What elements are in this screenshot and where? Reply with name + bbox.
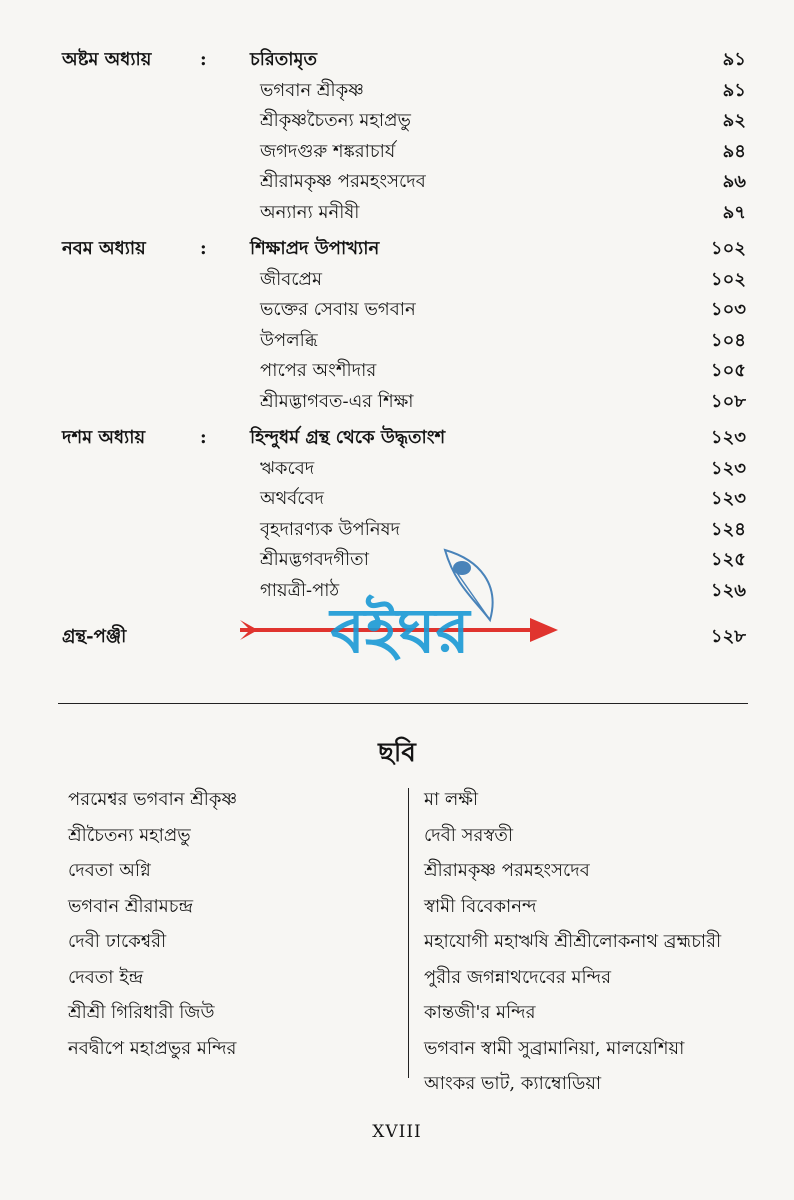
watermark-logo [240,540,560,680]
page-number: ৯২ [722,110,746,131]
list-item[interactable]: শ্রীচৈতন্য মহাপ্রভু [68,824,191,846]
pictures-list [60,782,750,1094]
chapter-title: হিন্দুধর্ম গ্রন্থ থেকে উদ্ধৃতাংশ [250,427,446,448]
toc-entry[interactable] [60,484,750,515]
column-divider [408,788,409,1078]
chapter-label: অষ্টম অধ্যায় [62,49,152,70]
toc-entry[interactable] [60,295,750,326]
page-number: ৯১ [722,49,746,70]
entry-title: ভক্তের সেবায় ভগবান [260,299,416,320]
entry-title: অথর্ববেদ [260,488,324,509]
chapter-colon: : [200,49,207,70]
list-item[interactable]: পুরীর জগন্নাথদেবের মন্দির [424,966,611,988]
toc-chapter-9 [60,234,750,417]
list-item[interactable]: দেবী ঢাকেশ্বরী [68,931,167,952]
entry-title: পাপের অংশীদার [260,360,377,381]
page-number: ১০২ [710,238,746,259]
chapter-title: চরিতামৃত [250,49,317,70]
toc-entry[interactable] [60,167,750,198]
toc-chapter-row[interactable] [60,423,750,454]
list-item[interactable]: স্বামী বিবেকানন্দ [424,895,537,917]
page-number: ১০৪ [710,329,746,351]
toc-entry[interactable] [60,76,750,107]
toc-chapter-row[interactable] [60,234,750,265]
entry-title: শ্রীমদ্ভাগবত-এর শিক্ষা [260,390,414,412]
list-item[interactable]: মহাযোগী মহাঋষি শ্রীশ্রীলোকনাথ ব্রহ্মচারী [424,931,722,952]
entry-title: শ্রীমদ্ভগবদগীতা [260,549,369,570]
entry-title: বৃহদারণ্যক উপনিষদ [260,518,400,540]
page-number: ৯৬ [722,171,746,192]
chapter-colon: : [200,427,207,448]
pictures-heading: ছবি [378,738,416,768]
toc-chapter-8 [60,45,750,228]
page-number: ১০৮ [710,390,746,412]
list-item[interactable]: ভগবান শ্রীরামচন্দ্র [68,895,194,917]
toc-entry[interactable] [60,356,750,387]
toc-entry[interactable] [60,265,750,296]
section-divider [58,703,748,704]
chapter-title: শিক্ষাপ্রদ উপাখ্যান [250,238,380,259]
toc-entry[interactable] [60,454,750,485]
list-item[interactable]: শ্রীরামকৃষ্ণ পরমহংসদেব [424,860,590,881]
list-item[interactable]: কান্তজী'র মন্দির [424,1002,536,1023]
toc-entry[interactable] [60,198,750,229]
chapter-label: নবম অধ্যায় [62,238,146,259]
toc-entry[interactable] [60,326,750,357]
entry-title: জীবপ্রেম [260,268,322,290]
entry-title: উপলব্ধি [260,329,318,351]
toc-entry[interactable] [60,106,750,137]
toc-entry[interactable] [60,137,750,168]
page-number: ৯১ [722,79,746,101]
toc-entry[interactable] [60,387,750,418]
entry-title: গায়ত্রী-পাঠ [260,579,340,601]
list-item[interactable]: পরমেশ্বর ভগবান শ্রীকৃষ্ণ [68,789,238,810]
page-number: ১২৮ [710,626,746,647]
chapter-colon: : [200,238,207,259]
list-item[interactable]: শ্রীশ্রী গিরিধারী জিউ [68,1002,215,1023]
list-item[interactable]: আংকর ভাট, ক্যাম্বোডিয়া [424,1073,602,1094]
page-number: ১০৫ [710,360,746,381]
entry-title: অন্যান্য মনীষী [260,201,360,223]
page-number: ৯৪ [722,140,746,162]
entry-title: ভগবান শ্রীকৃষ্ণ [260,79,364,101]
watermark-logo-text: বইঘর [330,594,470,667]
list-item[interactable]: দেবতা অগ্নি [68,860,151,881]
list-item[interactable]: নবদ্বীপে মহাপ্রভুর মন্দির [68,1037,237,1059]
chapter-label: দশম অধ্যায় [62,427,146,448]
list-item[interactable]: ভগবান স্বামী সুব্রামানিয়া, মালয়েশিয়া [424,1037,685,1059]
page-number: ১২৬ [710,579,746,601]
entry-title: জগদগুরু শঙ্করাচার্য [260,140,396,162]
list-item[interactable]: দেবী সরস্বতী [424,824,514,846]
page-number: ৯৭ [722,201,746,223]
list-item[interactable]: দেবতা ইন্দ্র [68,966,144,988]
page-number: ১২৪ [710,518,746,540]
entry-title: শ্রীকৃষ্ণচৈতন্য মহাপ্রভু [260,110,411,131]
pictures-left-column [68,782,237,1066]
entry-title: শ্রীরামকৃষ্ণ পরমহংসদেব [260,171,426,192]
pictures-right-column [424,782,721,1102]
page-number: ১২৩ [710,457,746,479]
page-folio: XVIII [372,1122,422,1142]
list-item[interactable]: মা লক্ষী [424,789,479,810]
bibliography-title: গ্রন্থ-পঞ্জী [62,626,127,647]
toc-chapter-row[interactable] [60,45,750,76]
page-number: ১০২ [710,268,746,290]
page-number: ১২৫ [710,549,746,570]
page-number: ১০৩ [710,299,746,320]
page-number: ১২৩ [710,488,746,509]
page-number: ১২৩ [710,427,746,448]
entry-title: ঋকবেদ [260,457,315,479]
